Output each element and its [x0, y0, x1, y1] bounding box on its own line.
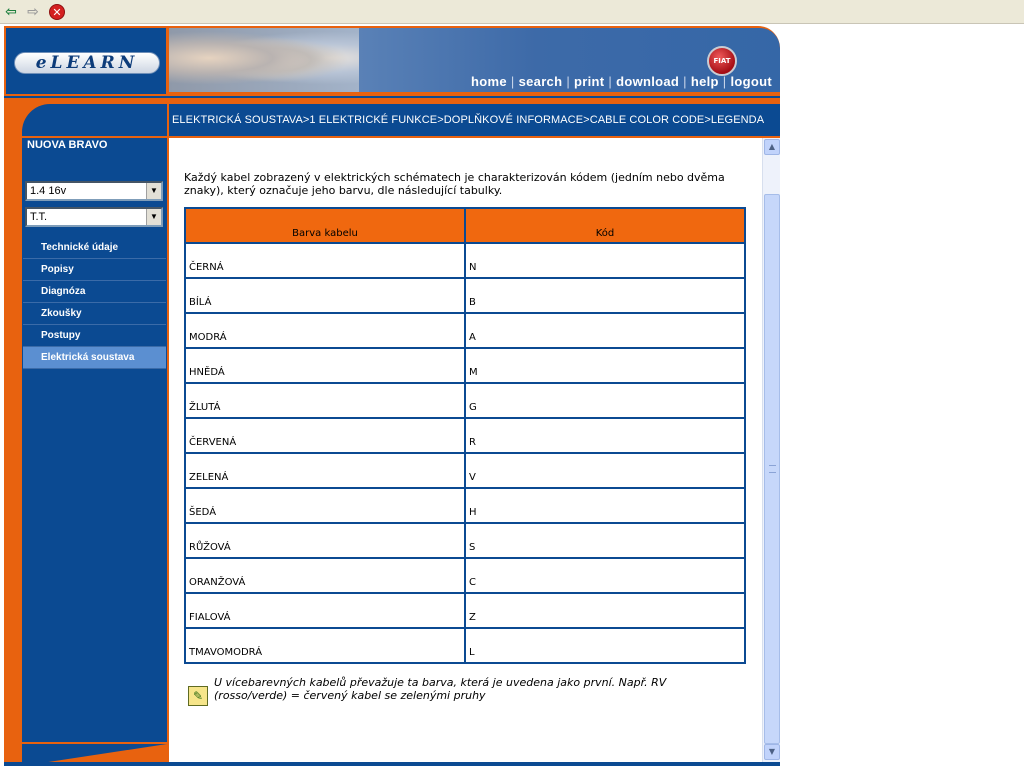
- top-navigation: [471, 74, 772, 89]
- sidebar-item-popisy[interactable]: Popisy: [23, 259, 166, 281]
- elearn-app: [4, 26, 780, 766]
- nav-separator: |: [566, 74, 571, 89]
- table-row: [185, 558, 745, 593]
- table-row: [185, 488, 745, 523]
- code-cell: A: [465, 313, 745, 348]
- table-row: [185, 523, 745, 558]
- grip-icon: [769, 465, 776, 473]
- color-cell: ORANŽOVÁ: [185, 558, 465, 593]
- sidebar-item-zkousky[interactable]: Zkoušky: [23, 303, 166, 325]
- table-row: [185, 243, 745, 278]
- content-pane: [169, 138, 762, 762]
- color-cell: HNĚDÁ: [185, 348, 465, 383]
- table-row: [185, 418, 745, 453]
- breadcrumb: ELEKTRICKÁ SOUSTAVA>1 ELEKTRICKÉ FUNKCE>DOPLŇKOVÉ INFORMACE>CABLE COLOR CODE>LEGENDA: [169, 104, 780, 136]
- code-cell: R: [465, 418, 745, 453]
- color-cell: ČERVENÁ: [185, 418, 465, 453]
- model-title: NUOVA BRAVO: [27, 139, 108, 151]
- forward-arrow-icon[interactable]: ⇨: [27, 4, 39, 20]
- logo-area: [6, 28, 166, 94]
- elearn-logo[interactable]: eLEARN: [14, 52, 160, 74]
- table-row: [185, 348, 745, 383]
- banner-photo: [169, 28, 359, 92]
- color-cell: MODRÁ: [185, 313, 465, 348]
- nav-print-link[interactable]: print: [574, 74, 605, 89]
- engine-select[interactable]: [25, 181, 163, 201]
- code-cell: B: [465, 278, 745, 313]
- color-cell: ZELENÁ: [185, 453, 465, 488]
- browser-toolbar: [0, 0, 1024, 24]
- sidebar-item-elektricka-soustava[interactable]: Elektrická soustava: [23, 347, 166, 369]
- nav-search-link[interactable]: search: [518, 74, 563, 89]
- code-cell: H: [465, 488, 745, 523]
- color-cell: ŠEDÁ: [185, 488, 465, 523]
- color-cell: ČERNÁ: [185, 243, 465, 278]
- color-cell: RŮŽOVÁ: [185, 523, 465, 558]
- code-cell: V: [465, 453, 745, 488]
- fiat-logo: FIAT: [707, 46, 737, 76]
- code-cell: N: [465, 243, 745, 278]
- table-row: [185, 628, 745, 663]
- sidebar-item-diagnoza[interactable]: Diagnóza: [23, 281, 166, 303]
- note-text: U vícebarevných kabelů převažuje ta barva, která je uvedena jako první. Např. RV (rosso/verde) = červený kabel se zelenými pruhy: [214, 676, 667, 702]
- scroll-up-icon[interactable]: ▲: [764, 139, 780, 155]
- column-header-code: Kód: [465, 208, 745, 243]
- sidebar-item-postupy[interactable]: Postupy: [23, 325, 166, 347]
- intro-text: Každý kabel zobrazený v elektrických schématech je charakterizován kódem (jedním nebo dvěma znaky), který označuje jeho barvu, dle následující tabulky.: [184, 171, 725, 197]
- dropdown-arrow-icon[interactable]: ▼: [146, 209, 161, 225]
- divider-strip: [4, 96, 780, 98]
- code-cell: C: [465, 558, 745, 593]
- nav-home-link[interactable]: home: [471, 74, 507, 89]
- column-header-color: Barva kabelu: [185, 208, 465, 243]
- stop-icon[interactable]: ✕: [49, 4, 65, 20]
- scroll-down-icon[interactable]: ▼: [764, 744, 780, 760]
- code-cell: G: [465, 383, 745, 418]
- version-select-value: T.T.: [30, 211, 48, 223]
- cable-color-table: [184, 207, 746, 664]
- nav-download-link[interactable]: download: [616, 74, 680, 89]
- nav-separator: |: [722, 74, 727, 89]
- back-arrow-icon[interactable]: ⇦: [5, 4, 17, 20]
- color-cell: TMAVOMODRÁ: [185, 628, 465, 663]
- scroll-thumb[interactable]: [764, 194, 780, 744]
- color-cell: BÍLÁ: [185, 278, 465, 313]
- nav-separator: |: [510, 74, 515, 89]
- engine-select-value: 1.4 16v: [30, 185, 67, 197]
- table-row: [185, 313, 745, 348]
- table-row: [185, 593, 745, 628]
- vertical-scrollbar[interactable]: [762, 138, 780, 762]
- code-cell: Z: [465, 593, 745, 628]
- corner-decoration: [22, 104, 167, 136]
- code-cell: M: [465, 348, 745, 383]
- bottom-strip: [4, 762, 780, 766]
- sidebar-menu: [23, 237, 166, 369]
- table-row: [185, 383, 745, 418]
- note-icon: ✎: [188, 686, 208, 706]
- nav-logout-link[interactable]: logout: [730, 74, 772, 89]
- dropdown-arrow-icon[interactable]: ▼: [146, 183, 161, 199]
- nav-help-link[interactable]: help: [690, 74, 719, 89]
- color-cell: ŽLUTÁ: [185, 383, 465, 418]
- table-row: [185, 453, 745, 488]
- sidebar: [22, 138, 167, 742]
- table-header-row: [185, 208, 745, 243]
- code-cell: S: [465, 523, 745, 558]
- version-select[interactable]: [25, 207, 163, 227]
- code-cell: L: [465, 628, 745, 663]
- sidebar-item-technicke-udaje[interactable]: Technické údaje: [23, 237, 166, 259]
- nav-separator: |: [683, 74, 687, 89]
- nav-separator: |: [608, 74, 613, 89]
- color-cell: FIALOVÁ: [185, 593, 465, 628]
- header-banner: [169, 28, 780, 92]
- table-row: [185, 278, 745, 313]
